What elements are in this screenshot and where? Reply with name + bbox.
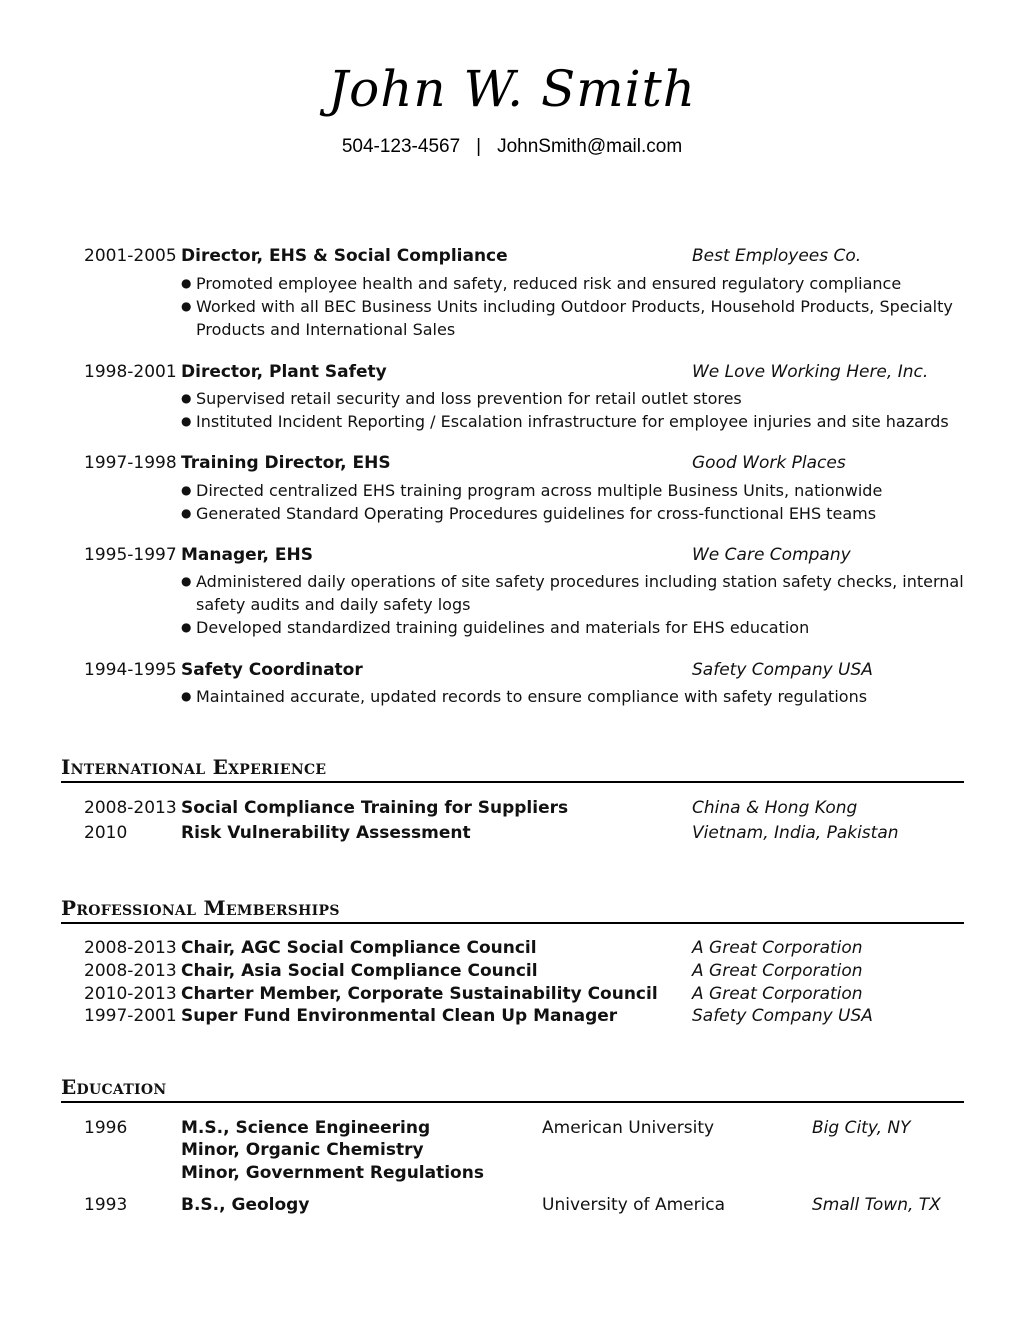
entry-org: A Great Corporation <box>692 961 863 981</box>
job-bullet: ● Supervised retail security and loss prevention for retail outlet stores <box>181 389 742 408</box>
contact-separator: | <box>476 136 482 157</box>
entry-location: China & Hong Kong <box>692 798 858 818</box>
bullet-icon: ● <box>181 574 192 588</box>
bullet-icon: ● <box>181 483 192 497</box>
edu-location: Small Town, TX <box>812 1195 941 1215</box>
job-company: We Love Working Here, Inc. <box>692 362 929 382</box>
job-bullet: ● Instituted Incident Reporting / Escalation infrastructure for employee injuries and site hazards <box>181 412 949 431</box>
candidate-name: John W. Smith <box>328 60 696 118</box>
job-years: 2001-2005 <box>84 246 177 266</box>
entry-title: Super Fund Environmental Clean Up Manager <box>181 1006 618 1026</box>
bullet-icon: ● <box>181 689 192 703</box>
job-bullet: ● Maintained accurate, updated records to ensure compliance with safety regulations <box>181 687 868 706</box>
bullet-icon: ● <box>181 506 192 520</box>
bullet-icon: ● <box>181 391 192 405</box>
entry-title: Chair, Asia Social Compliance Council <box>181 961 538 981</box>
edu-year: 1993 <box>84 1195 128 1215</box>
section-heading-education: Education <box>61 1075 964 1103</box>
entry-title: Chair, AGC Social Compliance Council <box>181 938 537 958</box>
bullet-icon: ● <box>181 414 192 428</box>
job-bullet: ● Developed standardized training guidelines and materials for EHS education <box>181 618 810 637</box>
job-years: 1994-1995 <box>84 660 177 680</box>
job-bullet: ● Worked with all BEC Business Units including Outdoor Products, Household Products, Specialty <box>181 297 953 316</box>
entry-org: A Great Corporation <box>692 938 863 958</box>
job-company: Best Employees Co. <box>692 246 862 266</box>
edu-degree: M.S., Science Engineering <box>181 1118 431 1138</box>
entry-title: Risk Vulnerability Assessment <box>181 823 471 843</box>
job-years: 1998-2001 <box>84 362 177 382</box>
entry-years: 2010 <box>84 823 128 843</box>
resume-page: John W. Smith 504-123-4567 | JohnSmith@mail.com 2001-2005 Director, EHS & Social Compliance Best Employees Co. ● Promoted employee health and safety, reduced risk and ensured regulatory compliance ● Worked with all BEC Business Units including Outdoor Products, Household Products, Specialty Products and International Sales 1998-2001 Director, Plant Safety We Love Working Here, Inc. ● Supervised retail security and loss prevention for retail outlet stores ● Instituted Incident Reporting / Escalation infrastructure for employee injuries and site hazards 1997-1998 Training Director, EHS Good Work Places ● Directed centralized EHS training program across multiple Business Units, nationwide ● Generated Standard Operating Procedures guidelines for cross-functional EHS teams 1995-1997 Manager, EHS We Care Company ● Administered daily operations of site safety procedures including station safety checks, internal safety audits and daily safety logs ● Developed standardized training guidelines and materials for EHS education 1994-1995 Safety Coordinator Safety Company USA ● Maintained accurate, updated records to ensure compliance with safety regulations International Experience 2008-2013 Social Compliance Training for Suppliers China & Hong Kong 2010 Risk Vulnerability Assessment Vietnam, India, Pakistan Professional Memberships 2008-2013 Chair, AGC Social Compliance Council A Great Corporation 2008-2013 Chair, Asia Social Compliance Council A Great Corporation 2010-2013 Charter Member, Corporate Sustainability Council A Great Corporation 1997-2001 Super Fund Environmental Clean Up Manager Safety Company USA Education 1996 M.S., Science Engineering American University Big City, NY Minor, Organic Chemistry Minor, Government Regulations 1993 B.S., Geology University of America Small Town, TX <box>0 0 1024 1325</box>
entry-org: Safety Company USA <box>692 1006 873 1026</box>
entry-years: 2008-2013 <box>84 961 177 981</box>
job-bullet-continuation: Products and International Sales <box>196 320 456 339</box>
bullet-icon: ● <box>181 620 192 634</box>
entry-years: 2008-2013 <box>84 938 177 958</box>
job-company: Safety Company USA <box>692 660 873 680</box>
phone-number: 504-123-4567 <box>341 136 461 157</box>
job-bullet: ● Promoted employee health and safety, reduced risk and ensured regulatory compliance <box>181 274 902 293</box>
entry-years: 1997-2001 <box>84 1006 177 1026</box>
job-title: Director, EHS & Social Compliance <box>181 246 508 266</box>
section-heading-international: International Experience <box>61 755 964 783</box>
job-company: Good Work Places <box>692 453 846 473</box>
contact-line <box>0 136 1024 158</box>
job-title: Safety Coordinator <box>181 660 363 680</box>
entry-years: 2010-2013 <box>84 984 177 1004</box>
job-title: Training Director, EHS <box>181 453 391 473</box>
bullet-icon: ● <box>181 299 192 313</box>
edu-school: American University <box>542 1118 715 1138</box>
bullet-icon: ● <box>181 276 192 290</box>
job-bullet: ● Generated Standard Operating Procedures guidelines for cross-functional EHS teams <box>181 504 877 523</box>
job-years: 1997-1998 <box>84 453 177 473</box>
entry-title: Social Compliance Training for Suppliers <box>181 798 569 818</box>
entry-title: Charter Member, Corporate Sustainability Council <box>181 984 658 1004</box>
edu-degree: B.S., Geology <box>181 1195 310 1215</box>
entry-location: Vietnam, India, Pakistan <box>692 823 899 843</box>
edu-location: Big City, NY <box>812 1118 911 1138</box>
job-years: 1995-1997 <box>84 545 177 565</box>
email-address: JohnSmith@mail.com <box>497 136 683 157</box>
section-heading-memberships: Professional Memberships <box>61 896 964 924</box>
entry-years: 2008-2013 <box>84 798 177 818</box>
job-bullet-continuation: safety audits and daily safety logs <box>196 595 471 614</box>
job-company: We Care Company <box>692 545 851 565</box>
entry-org: A Great Corporation <box>692 984 863 1004</box>
job-bullet: ● Directed centralized EHS training program across multiple Business Units, nationwide <box>181 481 883 500</box>
job-title: Director, Plant Safety <box>181 362 387 382</box>
job-title: Manager, EHS <box>181 545 314 565</box>
edu-year: 1996 <box>84 1118 128 1138</box>
job-bullet: ● Administered daily operations of site safety procedures including station safety checks, internal <box>181 572 964 591</box>
edu-school: University of America <box>542 1195 726 1215</box>
